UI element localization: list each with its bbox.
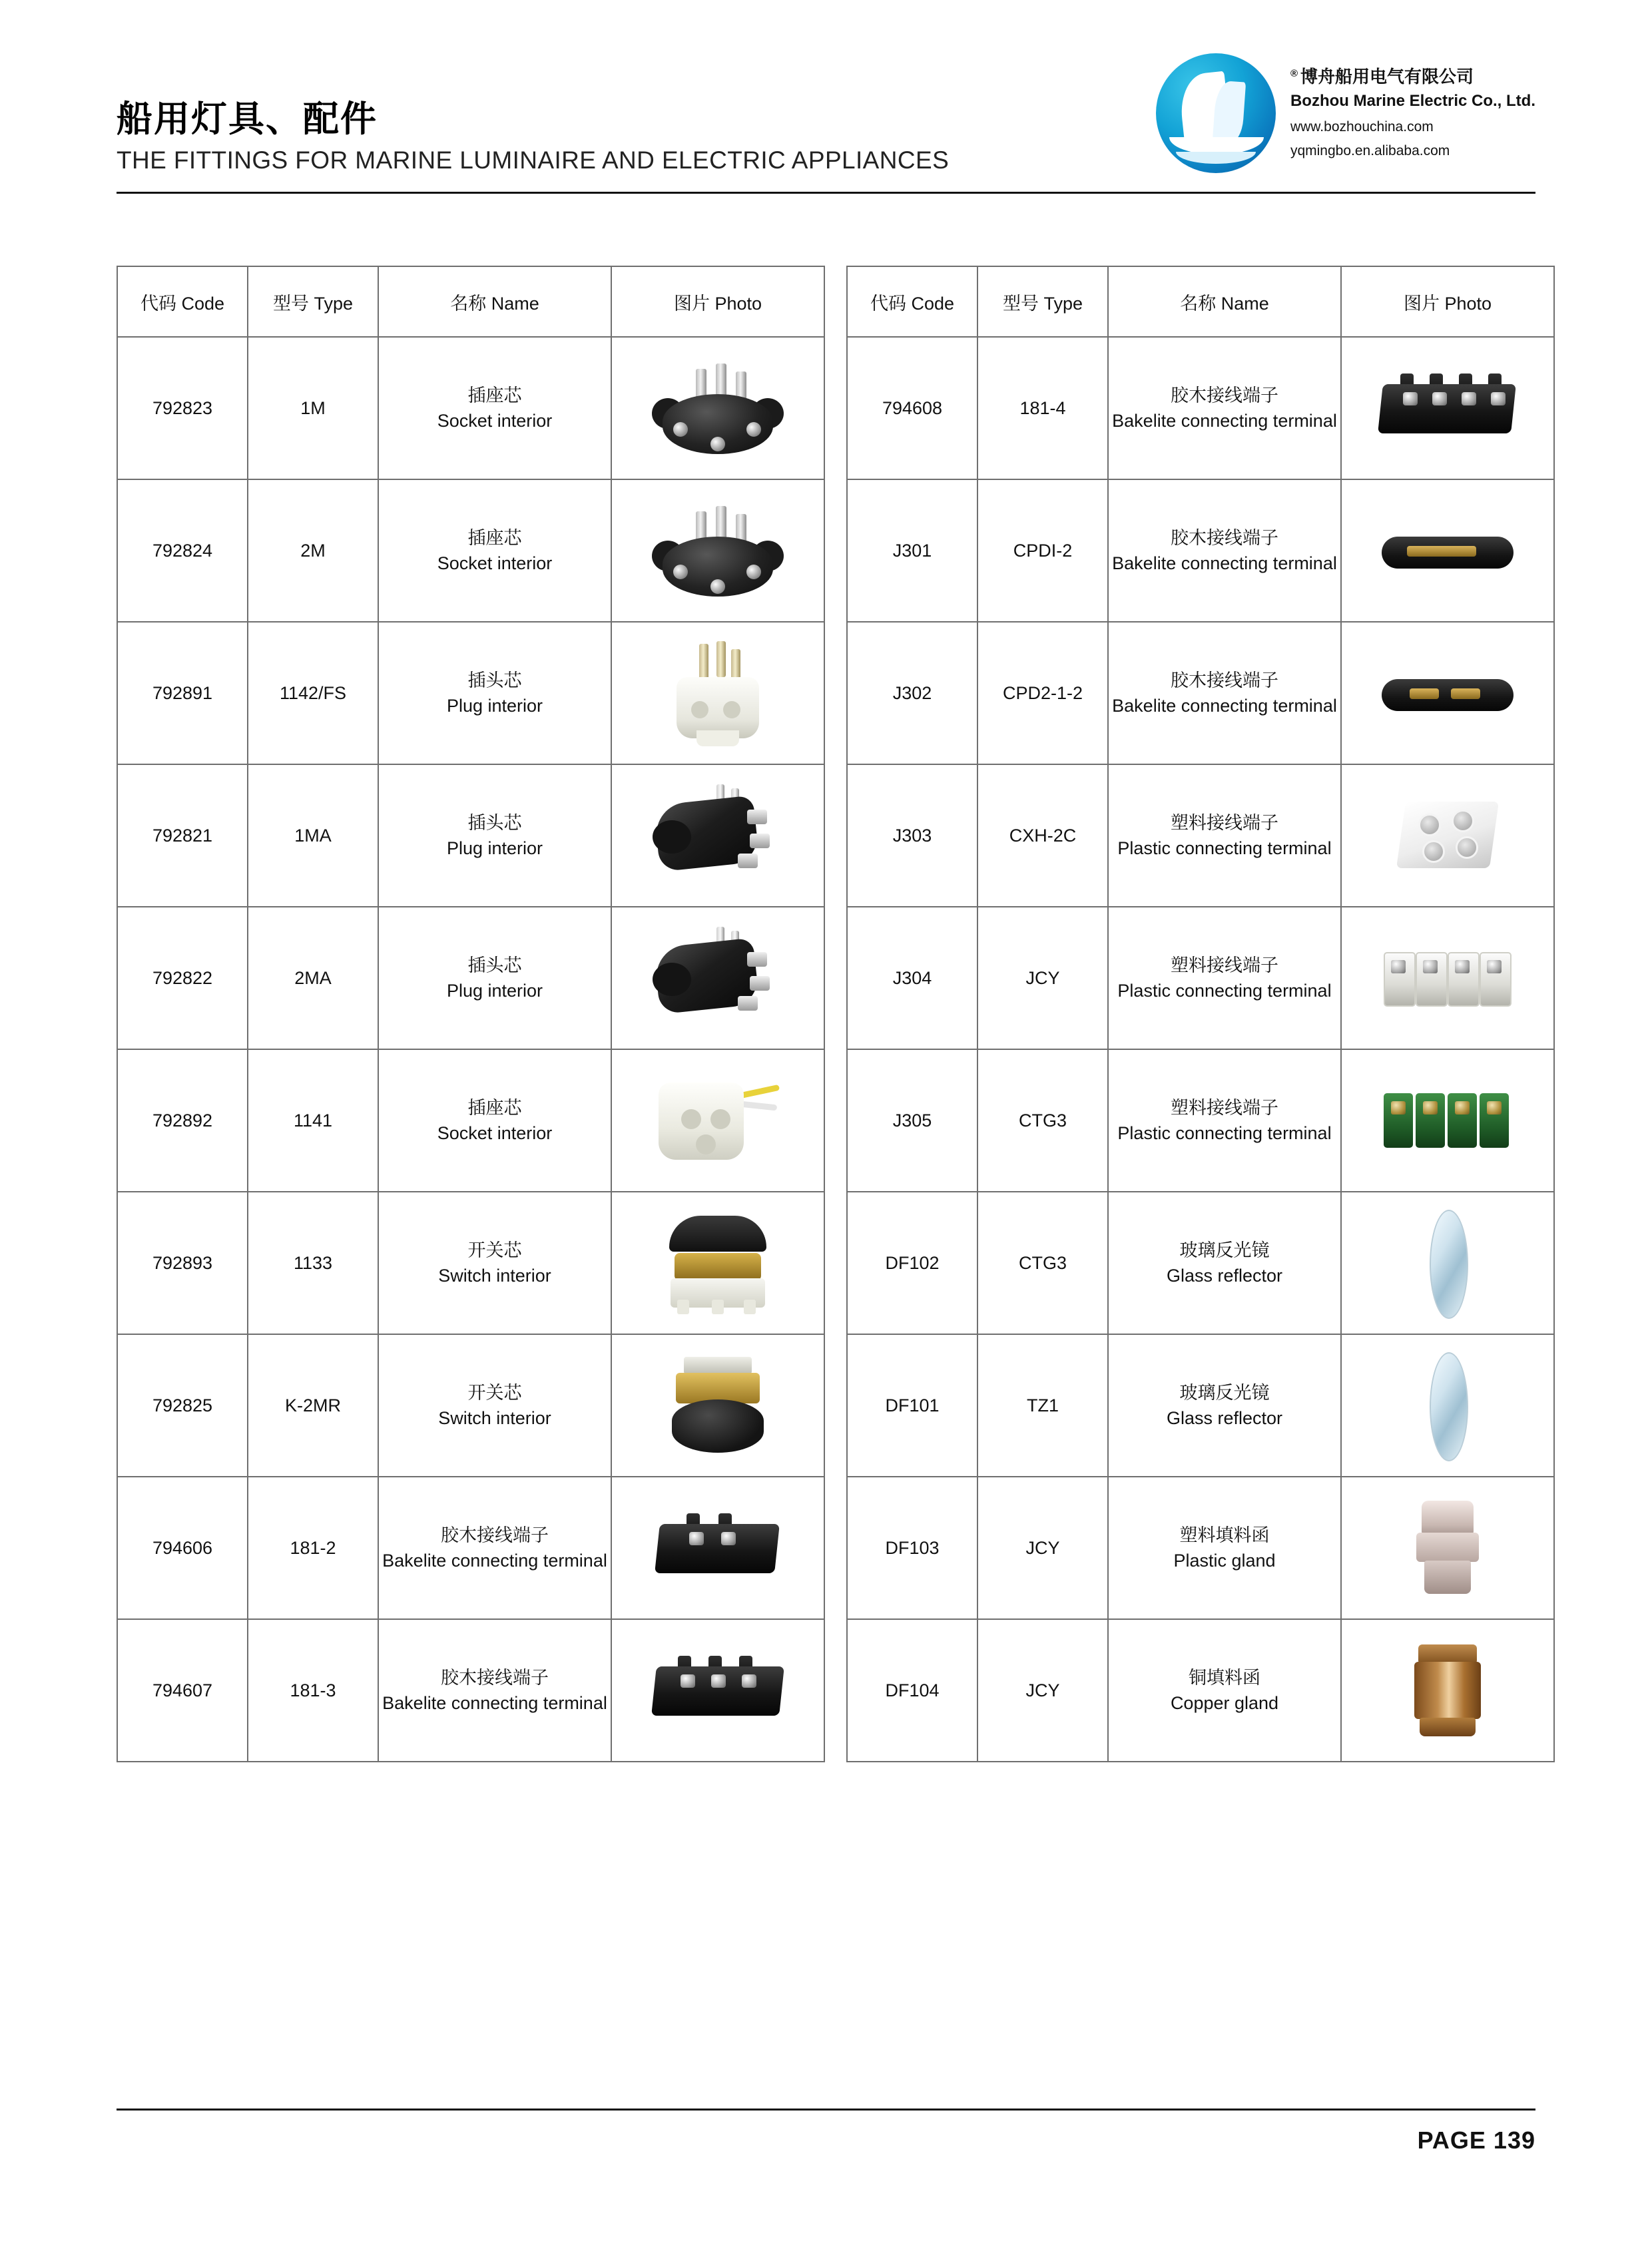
- cell-name: [1108, 1619, 1341, 1762]
- cell-type: CTG3: [977, 1192, 1108, 1334]
- glass-reflector-photo: [1342, 1192, 1553, 1334]
- cell-name-cn: 铜填料函: [1189, 1667, 1260, 1688]
- cell-name: [1108, 622, 1341, 764]
- cell-name-cn: 塑料接线端子: [1171, 1097, 1278, 1118]
- table-row: [117, 479, 824, 622]
- cell-code: 794607: [117, 1619, 248, 1762]
- cell-name: [1108, 337, 1341, 479]
- cell-photo: [1341, 1049, 1554, 1192]
- cell-code: 792893: [117, 1192, 248, 1334]
- column-header-code: 代码 Code: [847, 266, 977, 337]
- cell-code: 794606: [117, 1477, 248, 1619]
- cell-code: DF103: [847, 1477, 977, 1619]
- cell-name: [1108, 764, 1341, 907]
- cell-name: [1108, 907, 1341, 1049]
- cell-code: J303: [847, 764, 977, 907]
- cell-name-cn: 玻璃反光镜: [1179, 1240, 1270, 1260]
- cell-name-cn: 开关芯: [467, 1382, 522, 1403]
- column-header-photo: 图片 Photo: [1341, 266, 1554, 337]
- cell-name-en: Plastic connecting terminal: [1117, 1123, 1332, 1143]
- cell-photo: [611, 337, 824, 479]
- cell-photo: [611, 1477, 824, 1619]
- cell-photo: [1341, 907, 1554, 1049]
- switch-interior-barrel-photo: [612, 1335, 824, 1476]
- cell-name-en: Socket interior: [437, 411, 553, 431]
- company-name-cn: [1290, 65, 1535, 90]
- table-row: [847, 1619, 1554, 1762]
- table-row: [847, 1049, 1554, 1192]
- company-name-cn-text: 博舟船用电气有限公司: [1300, 67, 1474, 87]
- footer-divider: [117, 2109, 1535, 2111]
- column-header-name: 名称 Name: [1108, 266, 1341, 337]
- company-brand: [1156, 53, 1535, 173]
- cell-code: 794608: [847, 337, 977, 479]
- cell-code: 792823: [117, 337, 248, 479]
- table-row: [117, 907, 824, 1049]
- cell-type: 1MA: [248, 764, 378, 907]
- cell-name-cn: 插头芯: [467, 812, 522, 833]
- cell-name: [378, 1477, 611, 1619]
- table-row: [117, 622, 824, 764]
- table-row: [117, 1619, 824, 1762]
- socket-interior-white-wire-photo: [612, 1050, 824, 1191]
- cell-name-en: Bakelite connecting terminal: [382, 1551, 607, 1571]
- table-row: [847, 907, 1554, 1049]
- cell-type: 1141: [248, 1049, 378, 1192]
- product-table-left: [117, 266, 825, 1762]
- cell-photo: [1341, 337, 1554, 479]
- table-header-row: [847, 266, 1554, 337]
- cell-name-cn: 插座芯: [467, 527, 522, 548]
- cell-name-en: Bakelite connecting terminal: [1112, 696, 1337, 716]
- cell-name-en: Socket interior: [437, 553, 553, 573]
- cell-name: [378, 479, 611, 622]
- green-terminal-strip-photo: [1342, 1050, 1553, 1191]
- cell-type: 2M: [248, 479, 378, 622]
- cell-name: [378, 907, 611, 1049]
- glass-reflector-photo: [1342, 1335, 1553, 1476]
- cell-name-en: Plug interior: [446, 981, 543, 1001]
- plug-interior-white-photo: [612, 622, 824, 764]
- cell-photo: [1341, 1192, 1554, 1334]
- cell-type: 1133: [248, 1192, 378, 1334]
- table-row: [847, 1477, 1554, 1619]
- cell-type: JCY: [977, 907, 1108, 1049]
- cell-code: 792891: [117, 622, 248, 764]
- cell-name: [1108, 1049, 1341, 1192]
- cell-name-cn: 插头芯: [467, 670, 522, 690]
- cell-name: [378, 622, 611, 764]
- table-row: [117, 764, 824, 907]
- column-header-type: 型号 Type: [248, 266, 378, 337]
- cell-name: [1108, 1477, 1341, 1619]
- table-row: [847, 764, 1554, 907]
- cell-code: J302: [847, 622, 977, 764]
- cell-photo: [611, 1334, 824, 1477]
- table-header-row: [117, 266, 824, 337]
- page-header: [117, 0, 1535, 180]
- column-header-type: 型号 Type: [977, 266, 1108, 337]
- cell-photo: [1341, 764, 1554, 907]
- cell-name: [378, 1619, 611, 1762]
- bakelite-terminal-3pole-photo: [612, 1620, 824, 1761]
- cell-photo: [1341, 1334, 1554, 1477]
- cell-name-cn: 胶木接线端子: [441, 1667, 549, 1688]
- cell-type: 2MA: [248, 907, 378, 1049]
- page-title-cn: 船用灯具、配件: [117, 99, 378, 139]
- cell-name-en: Plastic gland: [1173, 1551, 1276, 1571]
- bakelite-strip-2bar-photo: [1342, 480, 1553, 621]
- cell-photo: [611, 907, 824, 1049]
- cell-name-en: Bakelite connecting terminal: [382, 1693, 607, 1713]
- ship-sail-logo-icon: [1156, 53, 1276, 173]
- brand-text: [1290, 65, 1535, 161]
- plug-interior-black-photo: [612, 765, 824, 906]
- table-row: [847, 337, 1554, 479]
- cell-type: CTG3: [977, 1049, 1108, 1192]
- cell-photo: [1341, 622, 1554, 764]
- cell-type: TZ1: [977, 1334, 1108, 1477]
- table-row: [847, 1334, 1554, 1477]
- table-row: [117, 1049, 824, 1192]
- cell-type: 1M: [248, 337, 378, 479]
- cell-code: J305: [847, 1049, 977, 1192]
- cell-code: 792824: [117, 479, 248, 622]
- cell-name-cn: 插头芯: [467, 955, 522, 975]
- bakelite-terminal-4pole-photo: [1342, 338, 1553, 479]
- cell-name-cn: 塑料接线端子: [1171, 812, 1278, 833]
- cell-code: 792825: [117, 1334, 248, 1477]
- page-footer: [117, 2109, 1535, 2154]
- cell-code: 792822: [117, 907, 248, 1049]
- cell-name-en: Socket interior: [437, 1123, 553, 1143]
- page-title: [117, 100, 949, 174]
- cell-name-en: Glass reflector: [1166, 1408, 1283, 1428]
- cell-type: 1142/FS: [248, 622, 378, 764]
- cell-code: 792892: [117, 1049, 248, 1192]
- page-title-en: THE FITTINGS FOR MARINE LUMINAIRE AND ELECTRIC APPLIANCES: [117, 146, 950, 174]
- cell-name-en: Plug interior: [446, 696, 543, 716]
- cell-name-cn: 插座芯: [467, 385, 522, 405]
- cell-name-en: Copper gland: [1170, 1693, 1279, 1713]
- cell-name-en: Glass reflector: [1166, 1266, 1283, 1286]
- cell-name-en: Switch interior: [438, 1408, 551, 1428]
- cell-name: [378, 1049, 611, 1192]
- cell-code: DF104: [847, 1619, 977, 1762]
- cell-type: CXH-2C: [977, 764, 1108, 907]
- cell-type: 181-2: [248, 1477, 378, 1619]
- cell-code: DF102: [847, 1192, 977, 1334]
- plug-interior-black-photo: [612, 907, 824, 1049]
- cell-photo: [611, 622, 824, 764]
- bakelite-strip-dual-photo: [1342, 622, 1553, 764]
- column-header-code: 代码 Code: [117, 266, 248, 337]
- ceramic-terminal-block-photo: [1342, 765, 1553, 906]
- cell-name-cn: 胶木接线端子: [1171, 527, 1278, 548]
- cell-type: CPD2-1-2: [977, 622, 1108, 764]
- copper-gland-photo: [1342, 1620, 1553, 1761]
- cell-type: JCY: [977, 1477, 1108, 1619]
- cell-photo: [611, 1192, 824, 1334]
- table-row: [117, 1192, 824, 1334]
- cell-name-cn: 塑料填料函: [1179, 1525, 1270, 1545]
- product-tables: [117, 266, 1535, 1762]
- cell-name: [1108, 1192, 1341, 1334]
- cell-name: [378, 1334, 611, 1477]
- cell-name-en: Bakelite connecting terminal: [1112, 553, 1337, 573]
- header-divider: [117, 192, 1535, 194]
- company-name-en: Bozhou Marine Electric Co., Ltd.: [1290, 92, 1535, 110]
- socket-interior-black-photo: [612, 338, 824, 479]
- cell-name-cn: 开关芯: [467, 1240, 522, 1260]
- cell-code: J304: [847, 907, 977, 1049]
- cell-photo: [1341, 479, 1554, 622]
- cell-code: DF101: [847, 1334, 977, 1477]
- cell-name: [1108, 1334, 1341, 1477]
- cell-photo: [611, 764, 824, 907]
- table-row: [847, 622, 1554, 764]
- table-row: [117, 337, 824, 479]
- product-table-right: [846, 266, 1555, 1762]
- column-header-photo: 图片 Photo: [611, 266, 824, 337]
- table-row: [117, 1334, 824, 1477]
- table-row: [847, 1192, 1554, 1334]
- cell-name-en: Switch interior: [438, 1266, 551, 1286]
- cell-photo: [611, 1049, 824, 1192]
- cell-name-en: Plug interior: [446, 838, 543, 858]
- table-row: [847, 479, 1554, 622]
- cell-name-cn: 插座芯: [467, 1097, 522, 1118]
- cell-photo: [1341, 1619, 1554, 1762]
- company-url-1: www.bozhouchina.com: [1290, 119, 1434, 134]
- switch-interior-cap-photo: [612, 1192, 824, 1334]
- registered-mark-icon: ®: [1290, 67, 1298, 79]
- cell-type: K-2MR: [248, 1334, 378, 1477]
- column-header-name: 名称 Name: [378, 266, 611, 337]
- cell-name-en: Bakelite connecting terminal: [1112, 411, 1337, 431]
- cell-code: J301: [847, 479, 977, 622]
- cell-photo: [611, 1619, 824, 1762]
- cell-photo: [611, 479, 824, 622]
- cell-name-cn: 胶木接线端子: [1171, 670, 1278, 690]
- cell-photo: [1341, 1477, 1554, 1619]
- cell-name-en: Plastic connecting terminal: [1117, 838, 1332, 858]
- cell-type: 181-3: [248, 1619, 378, 1762]
- bakelite-terminal-2pole-photo: [612, 1477, 824, 1618]
- page-number: PAGE 139: [1417, 2126, 1535, 2154]
- company-url-2: yqmingbo.en.alibaba.com: [1290, 143, 1450, 159]
- cell-name-cn: 胶木接线端子: [441, 1525, 549, 1545]
- cell-name: [1108, 479, 1341, 622]
- plastic-gland-photo: [1342, 1477, 1553, 1618]
- cell-name: [378, 1192, 611, 1334]
- table-row: [117, 1477, 824, 1619]
- cell-name: [378, 337, 611, 479]
- socket-interior-black-photo: [612, 480, 824, 621]
- cell-name-cn: 玻璃反光镜: [1179, 1382, 1270, 1403]
- cell-code: 792821: [117, 764, 248, 907]
- white-terminal-strip-photo: [1342, 907, 1553, 1049]
- cell-name-cn: 胶木接线端子: [1171, 385, 1278, 405]
- cell-name-cn: 塑料接线端子: [1171, 955, 1278, 975]
- cell-type: CPDI-2: [977, 479, 1108, 622]
- cell-type: JCY: [977, 1619, 1108, 1762]
- cell-name-en: Plastic connecting terminal: [1117, 981, 1332, 1001]
- cell-name: [378, 764, 611, 907]
- cell-type: 181-4: [977, 337, 1108, 479]
